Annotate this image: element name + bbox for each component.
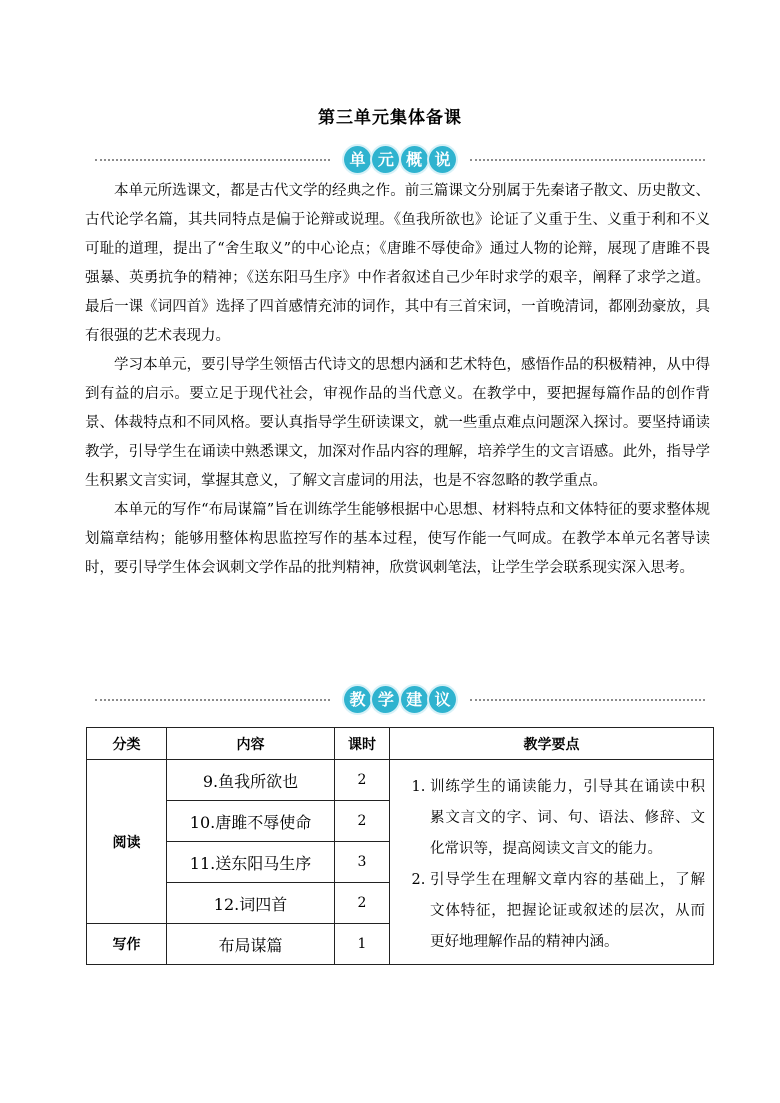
teaching-points-list [390, 772, 705, 958]
header-content: 内容 [167, 728, 335, 760]
page-title: 第三单元集体备课 [318, 108, 462, 128]
badge-char: 教 [344, 686, 371, 713]
teaching-points-cell [390, 760, 714, 965]
lesson-content: 12.词四首 [167, 883, 335, 924]
badge-char: 元 [372, 146, 399, 173]
section-badge-teaching-advice [342, 684, 458, 716]
category-writing: 写作 [87, 924, 167, 965]
overview-text [85, 177, 710, 583]
lesson-hours: 2 [335, 883, 390, 924]
badge-char: 建 [401, 686, 428, 713]
section-badge-unit-overview [342, 144, 458, 176]
table-header-row [87, 728, 714, 760]
lesson-hours: 2 [335, 760, 390, 801]
lesson-hours: 1 [335, 924, 390, 965]
overview-paragraph: 本单元的写作“布局谋篇”旨在训练学生能够根据中心思想、材料特点和文体特征的要求整体规划篇章结构；能够用整体构思监控写作的基本过程，使写作能一气呵成。在教学本单元名著导读时，要引导学生体会讽刺文学作品的批判精神，欣赏讽刺笔法，让学生学会联系现实深入思考。 [85, 502, 710, 576]
badge-char: 说 [429, 146, 456, 173]
dotted-divider-right [470, 159, 705, 161]
teaching-point: 1. 训练学生的诵读能力，引导其在诵读中积累文言文的字、词、句、语法、修辞、文化常识等，提高阅读文言文的能力。 [430, 772, 705, 865]
header-category: 分类 [87, 728, 167, 760]
badge-char: 学 [372, 686, 399, 713]
category-reading: 阅读 [87, 760, 167, 924]
teaching-plan-table [86, 727, 714, 965]
badge-char: 概 [401, 146, 428, 173]
dotted-divider-left [95, 699, 330, 701]
header-hours: 课时 [335, 728, 390, 760]
lesson-content: 9.鱼我所欲也 [167, 760, 335, 801]
lesson-hours: 2 [335, 801, 390, 842]
lesson-hours: 3 [335, 842, 390, 883]
dotted-divider-right [470, 699, 705, 701]
lesson-content: 10.唐雎不辱使命 [167, 801, 335, 842]
header-points: 教学要点 [390, 728, 714, 760]
overview-paragraph: 学习本单元，要引导学生领悟古代诗文的思想内涵和艺术特色，感悟作品的积极精神，从中得到有益的启示。要立足于现代社会，审视作品的当代意义。在教学中，要把握每篇作品的创作背景、体裁特点和不同风格。要认真指导学生研读课文，就一些重点难点问题深入探讨。要坚持诵读教学，引导学生在诵读中熟悉课文，加深对作品内容的理解，培养学生的文言语感。此外，指导学生积累文言实词，掌握其意义，了解文言虚词的用法，也是不容忽略的教学重点。 [85, 357, 710, 489]
dotted-divider-left [95, 159, 330, 161]
badge-char: 单 [344, 146, 371, 173]
section-header-unit-overview [95, 143, 705, 177]
lesson-content: 布局谋篇 [167, 924, 335, 965]
badge-char: 议 [429, 686, 456, 713]
teaching-point: 2. 引导学生在理解文章内容的基础上，了解文体特征，把握论证或叙述的层次，从而更好地理解作品的精神内涵。 [430, 865, 705, 958]
section-header-teaching-advice [95, 683, 705, 717]
overview-paragraph: 本单元所选课文，都是古代文学的经典之作。前三篇课文分别属于先秦诸子散文、历史散文、古代论学名篇，其共同特点是偏于论辩或说理。《鱼我所欲也》论证了义重于生、义重于利和不义可耻的道理，提出了“舍生取义”的中心论点；《唐雎不辱使命》通过人物的论辩，展现了唐雎不畏强暴、英勇抗争的精神；《送东阳马生序》中作者叙述自己少年时求学的艰辛，阐释了求学之道。最后一课《词四首》选择了四首感情充沛的词作，其中有三首宋词，一首晚清词，都刚劲豪放，具有很强的艺术表现力。 [85, 183, 710, 344]
lesson-content: 11.送东阳马生序 [167, 842, 335, 883]
table-row [87, 760, 714, 801]
